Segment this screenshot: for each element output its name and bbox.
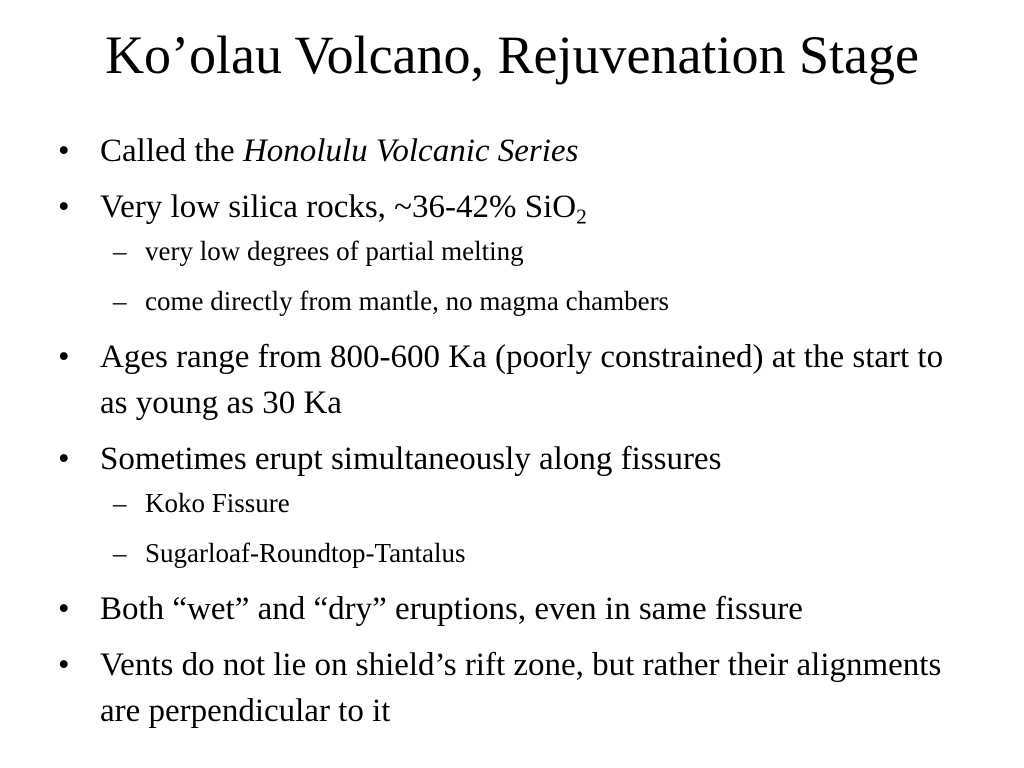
- sub-bullet-text: very low degrees of partial melting: [145, 236, 524, 266]
- bullet-emphasis: Honolulu Volcanic Series: [242, 133, 579, 169]
- bullet-text: Ages range from 800-600 Ka (poorly constrained) at the start to as young as 30 Ka: [100, 339, 944, 421]
- sub-bullet-text: come directly from mantle, no magma chambers: [145, 286, 670, 316]
- bullet-text: Both “wet” and “dry” eruptions, even in same fissure: [100, 591, 803, 627]
- bullet-marker: •: [58, 441, 70, 477]
- bullet-item: [58, 184, 978, 230]
- bullet-marker: •: [58, 591, 70, 627]
- bullet-marker: •: [58, 647, 70, 683]
- sub-bullet-item: [58, 484, 978, 522]
- bullet-text: Vents do not lie on shield’s rift zone, but rather their alignments are perpendicular to it: [100, 647, 942, 729]
- bullet-text: Very low silica rocks, ~36-42% SiO: [100, 189, 577, 225]
- slide-title: Ko’olau Volcano, Rejuvenation Stage: [105, 25, 919, 85]
- sub-bullet-item: [58, 282, 978, 320]
- bullet-list: [58, 128, 978, 744]
- bullet-text: Sometimes erupt simultaneously along fissures: [100, 441, 722, 477]
- bullet-subscript: 2: [576, 204, 587, 229]
- dash-marker: –: [113, 286, 127, 316]
- dash-marker: –: [113, 236, 127, 266]
- bullet-item: [58, 334, 978, 426]
- bullet-text: Called the: [100, 133, 243, 169]
- sub-bullet-item: [58, 232, 978, 270]
- dash-marker: –: [113, 538, 127, 568]
- sub-bullet-item: [58, 534, 978, 572]
- bullet-item: [58, 128, 978, 174]
- sub-bullet-text: Sugarloaf-Roundtop-Tantalus: [145, 538, 466, 568]
- bullet-marker: •: [58, 133, 70, 169]
- sub-bullet-text: Koko Fissure: [145, 488, 290, 518]
- dash-marker: –: [113, 488, 127, 518]
- bullet-item: [58, 436, 978, 482]
- bullet-marker: •: [58, 339, 70, 375]
- bullet-marker: •: [58, 189, 70, 225]
- bullet-item: [58, 586, 978, 632]
- bullet-item: [58, 642, 978, 734]
